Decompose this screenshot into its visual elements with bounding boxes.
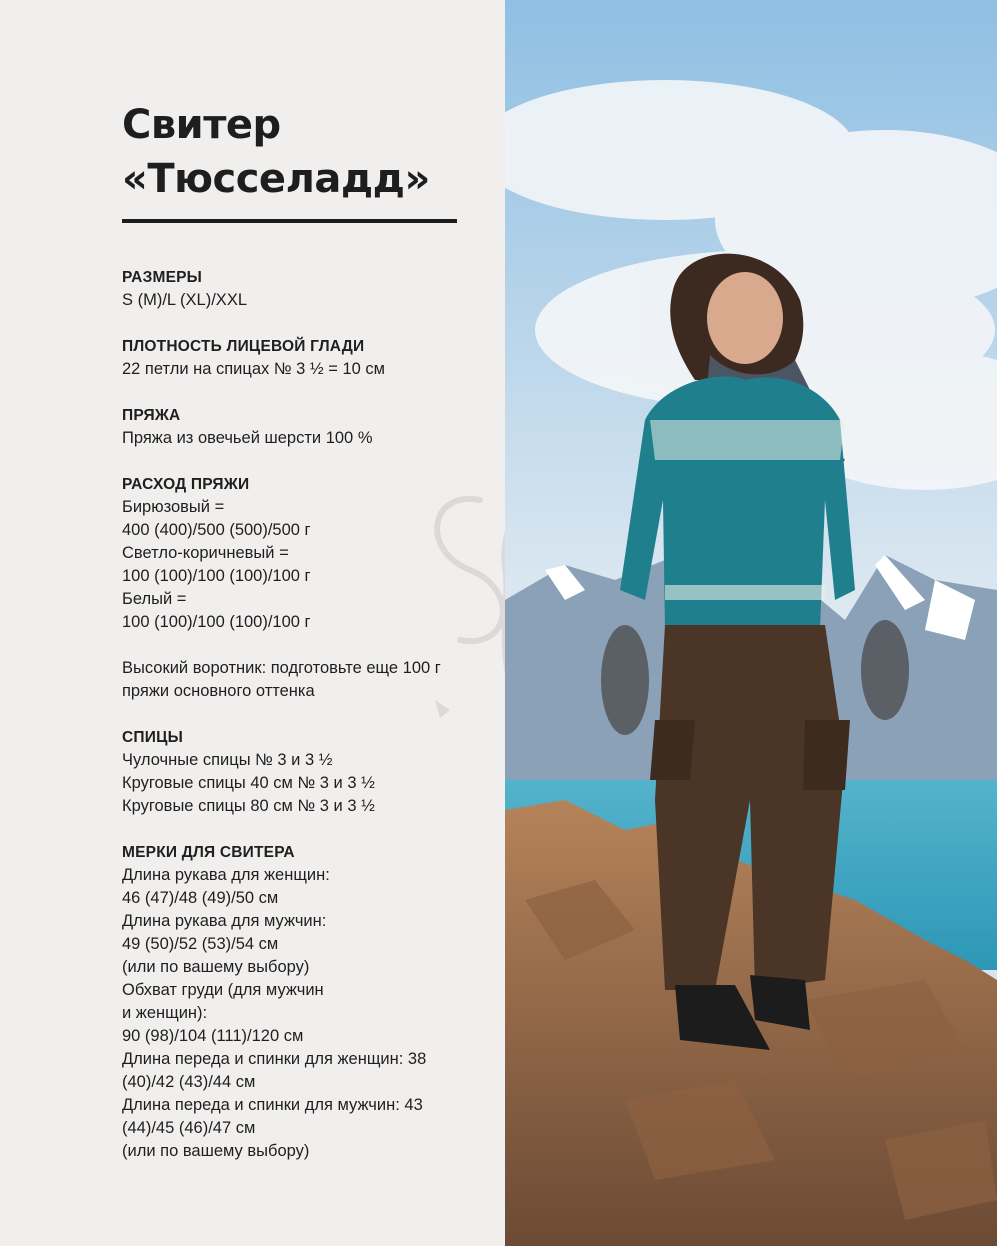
title-line-1: Свитер [122,102,281,148]
spec-line: 49 (50)/52 (53)/54 см [122,935,279,953]
spec-line: Обхват груди (для мужчин [122,981,324,999]
title-underline [122,219,457,223]
spec-line: Пряжа из овечьей шерсти 100 % [122,429,373,447]
spec-line: 46 (47)/48 (49)/50 см [122,889,279,907]
section-heading: РАЗМЕРЫ [122,269,203,286]
hero-photo [505,0,997,1246]
hiker-illustration [505,0,997,1246]
section-sizes [122,266,482,312]
section-yarn [122,404,482,450]
spec-line: 90 (98)/104 (111)/120 см [122,1027,304,1045]
spec-line: 100 (100)/100 (100)/100 г [122,567,311,585]
spec-line: (40)/42 (43)/44 см [122,1073,256,1091]
section-heading: МЕРКИ ДЛЯ СВИТЕРА [122,844,295,861]
spec-note: Высокий воротник: подготовьте еще 100 г [122,659,441,677]
spec-line: Круговые спицы 40 см № 3 и 3 ½ [122,774,375,792]
section-heading: ПЛОТНОСТЬ ЛИЦЕВОЙ ГЛАДИ [122,338,365,355]
spec-line: (или по вашему выбору) [122,1142,310,1160]
spec-line: Круговые спицы 80 см № 3 и 3 ½ [122,797,375,815]
spec-line: Длина рукава для мужчин: [122,912,327,930]
spec-note: пряжи основного оттенка [122,682,315,700]
spec-line: (или по вашему выбору) [122,958,310,976]
spec-line: 100 (100)/100 (100)/100 г [122,613,311,631]
section-heading: ПРЯЖА [122,407,181,424]
spec-line: 22 петли на спицах № 3 ½ = 10 см [122,360,386,378]
page-title [122,98,430,206]
spec-line: Длина переда и спинки для мужчин: 43 [122,1096,423,1114]
spec-line: и женщин): [122,1004,208,1022]
section-heading: СПИЦЫ [122,729,183,746]
spec-line: Белый = [122,590,187,608]
section-heading: РАСХОД ПРЯЖИ [122,476,250,493]
spec-line: Чулочные спицы № 3 и 3 ½ [122,751,333,769]
spec-line: Бирюзовый = [122,498,225,516]
spec-line: Длина переда и спинки для женщин: 38 [122,1050,427,1068]
spec-line: Светло-коричневый = [122,544,289,562]
spec-line: S (M)/L (XL)/XXL [122,291,247,309]
title-line-2: «Тюсселадд» [122,156,430,202]
section-gauge [122,335,482,381]
spec-line: (44)/45 (46)/47 см [122,1119,256,1137]
spec-line: Длина рукава для женщин: [122,866,330,884]
spec-line: 400 (400)/500 (500)/500 г [122,521,311,539]
section-measurements [122,841,482,1163]
